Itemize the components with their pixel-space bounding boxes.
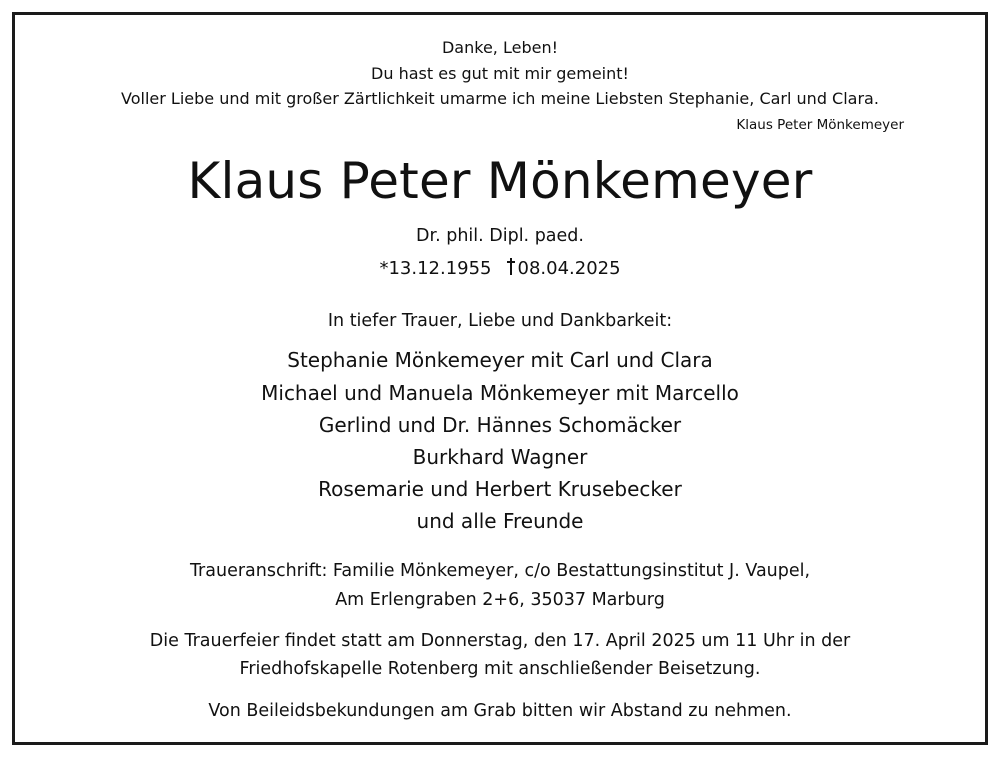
- mourner-line: Burkhard Wagner: [412, 445, 588, 469]
- academic-title: Dr. phil. Dipl. paed.: [416, 226, 584, 246]
- motto-signature: Klaus Peter Mönkemeyer: [736, 117, 904, 133]
- motto-line-3: Voller Liebe und mit großer Zärtlichkeit umarme ich meine Liebsten Stephanie, Carl und Clara.: [121, 89, 879, 108]
- motto-line-2: Du hast es gut mit mir gemeint!: [371, 64, 629, 83]
- birth-date: *13.12.1955: [379, 258, 492, 279]
- cross-icon: [506, 258, 516, 275]
- mourner-line: Stephanie Mönkemeyer mit Carl und Clara: [287, 348, 713, 372]
- death-date: 08.04.2025: [517, 258, 621, 279]
- mourner-line: Gerlind und Dr. Hännes Schomäcker: [318, 413, 682, 437]
- mourner-line: Michael und Manuela Mönkemeyer mit Marcello: [261, 381, 739, 405]
- mourner-line: und alle Freunde: [416, 509, 584, 533]
- closing-note: Von Beileidsbekundungen am Grab bitten wir Abstand zu nehmen.: [208, 701, 792, 721]
- ceremony-line-2: Friedhofskapelle Rotenberg mit anschließender Beisetzung.: [239, 659, 761, 679]
- address-line-1: Traueranschrift: Familie Mönkemeyer, c/o Bestattungsinstitut J. Vaupel,: [189, 561, 811, 581]
- mourner-line: Rosemarie und Herbert Krusebecker: [318, 477, 682, 501]
- deceased-name: Klaus Peter Mönkemeyer: [187, 152, 813, 210]
- ceremony-line-1: Die Trauerfeier findet statt am Donnerstag, den 17. April 2025 um 11 Uhr in der: [149, 631, 851, 651]
- mourners-intro: In tiefer Trauer, Liebe und Dankbarkeit:: [327, 311, 673, 331]
- address-line-2: Am Erlengraben 2+6, 35037 Marburg: [335, 590, 665, 610]
- life-dates: [0, 258, 1000, 278]
- motto-line-1: Danke, Leben!: [441, 38, 558, 57]
